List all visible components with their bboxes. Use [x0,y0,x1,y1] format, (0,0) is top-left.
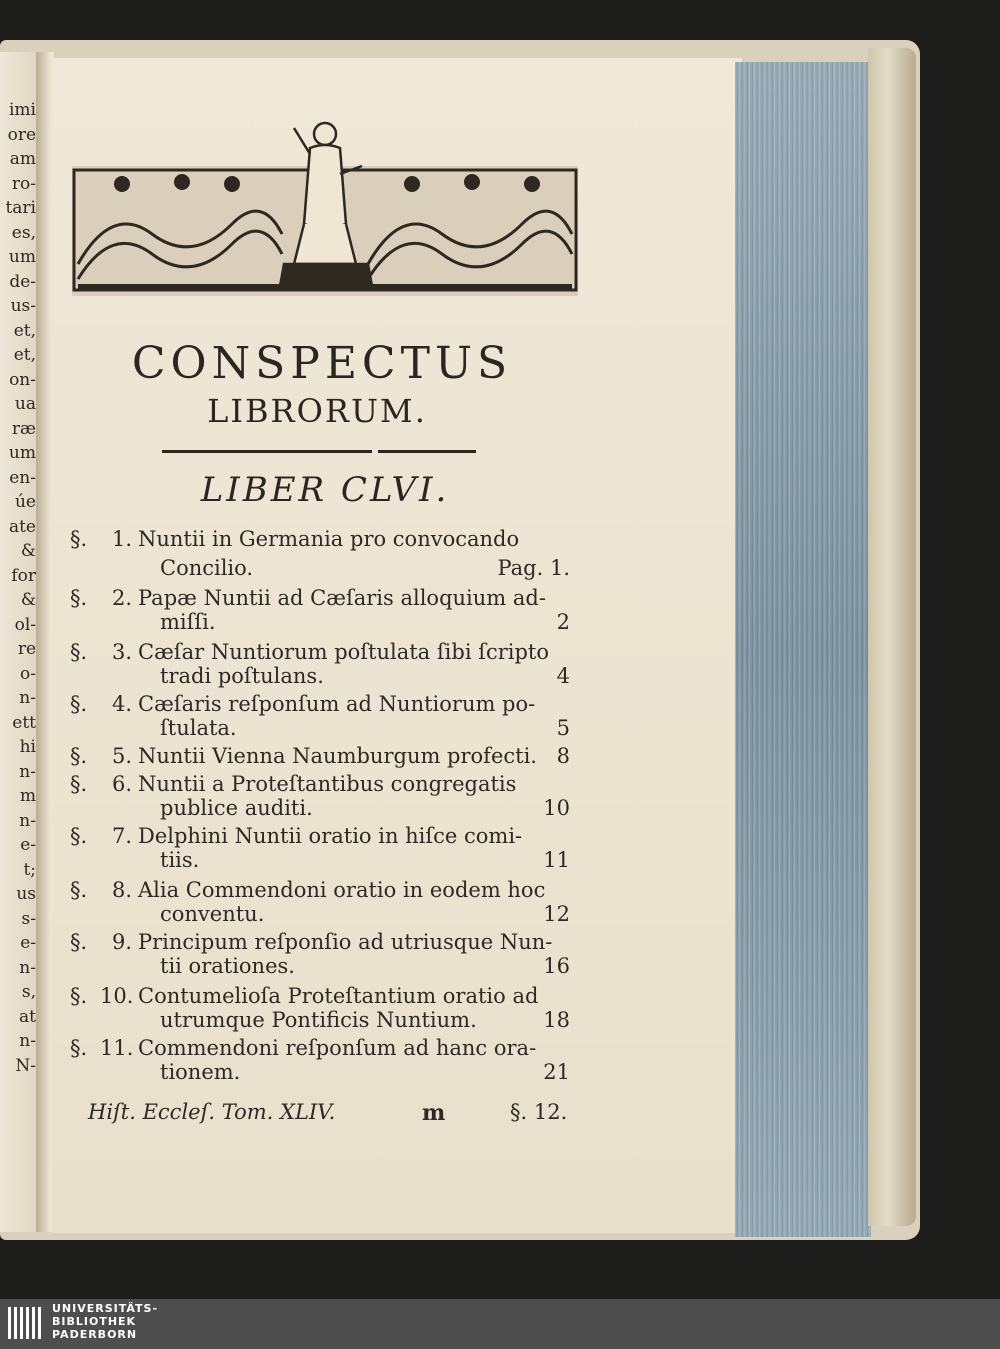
entry-text-continued: tii orationes. [160,954,295,978]
left-page-text-fragment: hi [19,737,36,757]
entry-text-continued: tiis. [160,848,200,872]
left-page-text-fragment: on- [9,369,36,390]
section-mark: §. [70,878,88,902]
library-name-line1: UNIVERSITÄTS- [52,1302,159,1315]
section-mark: §. [70,930,88,954]
entry-text-continued: utrumque Pontificis Nuntium. [160,1008,477,1032]
entry-text-continued: ſtulata. [160,716,237,740]
left-page-text-fragment: n- [19,1031,36,1051]
entry-number: 8. [111,878,132,902]
headpiece-woodcut-ornament [72,114,578,296]
entry-number: 1. [111,527,132,551]
entry-page: 11 [543,848,570,872]
entry-text-continued: tradi poſtulans. [160,664,324,688]
library-name-line2: BIBLIOTHEK [52,1315,137,1328]
left-page-text-fragment: um [8,443,36,463]
left-page-text-fragment: ore [7,124,36,145]
left-page-text-fragment: en- [9,467,36,488]
book-heading: LIBER CLVI. [200,470,450,510]
section-mark: §. [70,772,88,796]
entry-text: Cæſar Nuntiorum poſtulata ſibi ſcripto [138,640,550,664]
entry-text: Papæ Nuntii ad Cæſaris alloquium ad- [138,586,546,610]
left-page-text-fragment: n- [19,810,36,831]
left-page-text-fragment: n- [19,761,36,782]
entry-text-continued: conventu. [160,902,265,926]
entry-text: Contumelioſa Proteſtantium oratio ad [138,984,539,1008]
entry-number: 11. [100,1036,134,1060]
entry-page: 5 [556,716,570,740]
left-page-text-fragment: for [11,565,36,586]
left-page-text-fragment: ett [12,712,36,733]
left-page-text-fragment: N- [15,1055,36,1076]
left-page-text-fragment: ate [8,516,36,537]
entry-page: 12 [543,902,570,926]
section-mark: §. [70,586,88,610]
entry-text: Nuntii Vienna Naumburgum profecti. [138,744,537,768]
entry-text: Delphini Nuntii oratio in hiſce comi- [138,824,523,848]
entry-text-continued: miſſi. [160,610,216,634]
entry-text: Alia Commendoni oratio in eodem hoc [138,878,546,902]
left-page-text-fragment: s, [21,982,36,1002]
entry-text: Nuntii in Germania pro convocando [138,527,520,551]
vellum-cover-edge [868,48,916,1226]
left-page-text-fragment: de- [9,271,36,292]
entry-text-continued: Concilio. [160,556,254,580]
divider-rule-left [162,450,372,453]
section-mark: §. [70,640,88,664]
section-mark: §. [70,744,88,768]
left-page-text-fragment: n- [19,688,36,708]
entry-page: 4 [556,664,570,688]
entry-page: 18 [543,1008,570,1032]
entry-number: 5. [111,744,132,768]
entry-page: 8 [556,744,570,768]
entry-text: Nuntii a Proteſtantibus congregatis [138,772,517,796]
signature-mark: m [422,1100,446,1126]
left-page-text-fragment: us- [10,296,36,316]
catchword: §. 12. [510,1100,568,1124]
entry-text: Cæſaris reſponſum ad Nuntiorum po- [138,692,536,716]
entry-text-continued: tionem. [160,1060,241,1084]
left-page-text-fragment: e- [20,835,36,855]
left-page-text-fragment: úe [14,492,36,512]
left-page-text-fragment: n- [19,957,36,978]
left-page-text-fragment: et, [13,320,36,341]
entry-text: Commendoni reſponſum ad hanc ora- [138,1036,537,1060]
fore-edge-blue-sprinkled [735,62,871,1237]
left-page-text-fragment: e- [20,933,36,953]
left-page-text-fragment: es, [11,222,36,243]
divider-rule-right [378,450,476,453]
left-page-text-fragment: us [16,884,36,904]
left-page-text-fragment: ol- [14,614,36,635]
left-page-text-fragment: ua [14,394,36,414]
left-page-text-fragment: am [9,149,36,169]
section-mark: §. [70,1036,88,1060]
left-page-text-fragment: um [8,247,36,267]
library-logo-icon [6,1301,48,1345]
left-page-text-fragment: & [20,590,36,610]
left-page-text-fragment: t; [23,859,36,880]
section-mark: §. [70,824,88,848]
entry-number: 7. [111,824,132,848]
left-page-edge [0,52,38,1232]
left-page-text-fragment: s- [21,908,36,929]
section-mark: §. [70,527,88,551]
entry-text-continued: publice auditi. [160,796,313,820]
entry-number: 10. [100,984,134,1008]
entry-number: 4. [111,692,132,716]
left-page-text-fragment: et, [13,345,36,365]
page-subtitle: LIBRORUM. [207,392,427,430]
entry-page: Pag. 1. [497,556,570,580]
library-name-line3: PADERBORN [52,1328,138,1341]
left-page-text-fragment: re [17,639,36,659]
entry-number: 9. [111,930,132,954]
left-page-text-fragment: ro- [11,173,36,194]
section-mark: §. [70,692,88,716]
entry-text: Principum reſponſio ad utriusque Nun- [138,930,553,954]
left-page-text-fragment: tari [5,198,36,218]
left-page-text-fragment: m [19,786,36,806]
left-page-text-fragment: ræ [11,418,36,439]
entry-number: 2. [111,586,132,610]
entry-page: 16 [543,954,570,978]
entry-number: 6. [111,772,132,796]
left-page-text-fragment: o- [20,663,36,684]
entry-page: 10 [543,796,570,820]
left-page-text-fragment: at [19,1006,36,1027]
entry-page: 2 [556,610,570,634]
running-title: Hiſt. Eccleſ. Tom. XLIV. [88,1100,336,1124]
entry-number: 3. [111,640,132,664]
page-title: CONSPECTUS [131,338,513,389]
section-mark: §. [70,984,88,1008]
left-page-text-fragment: & [20,541,36,561]
left-page-text-fragment: imi [9,100,36,120]
entry-page: 21 [543,1060,570,1084]
